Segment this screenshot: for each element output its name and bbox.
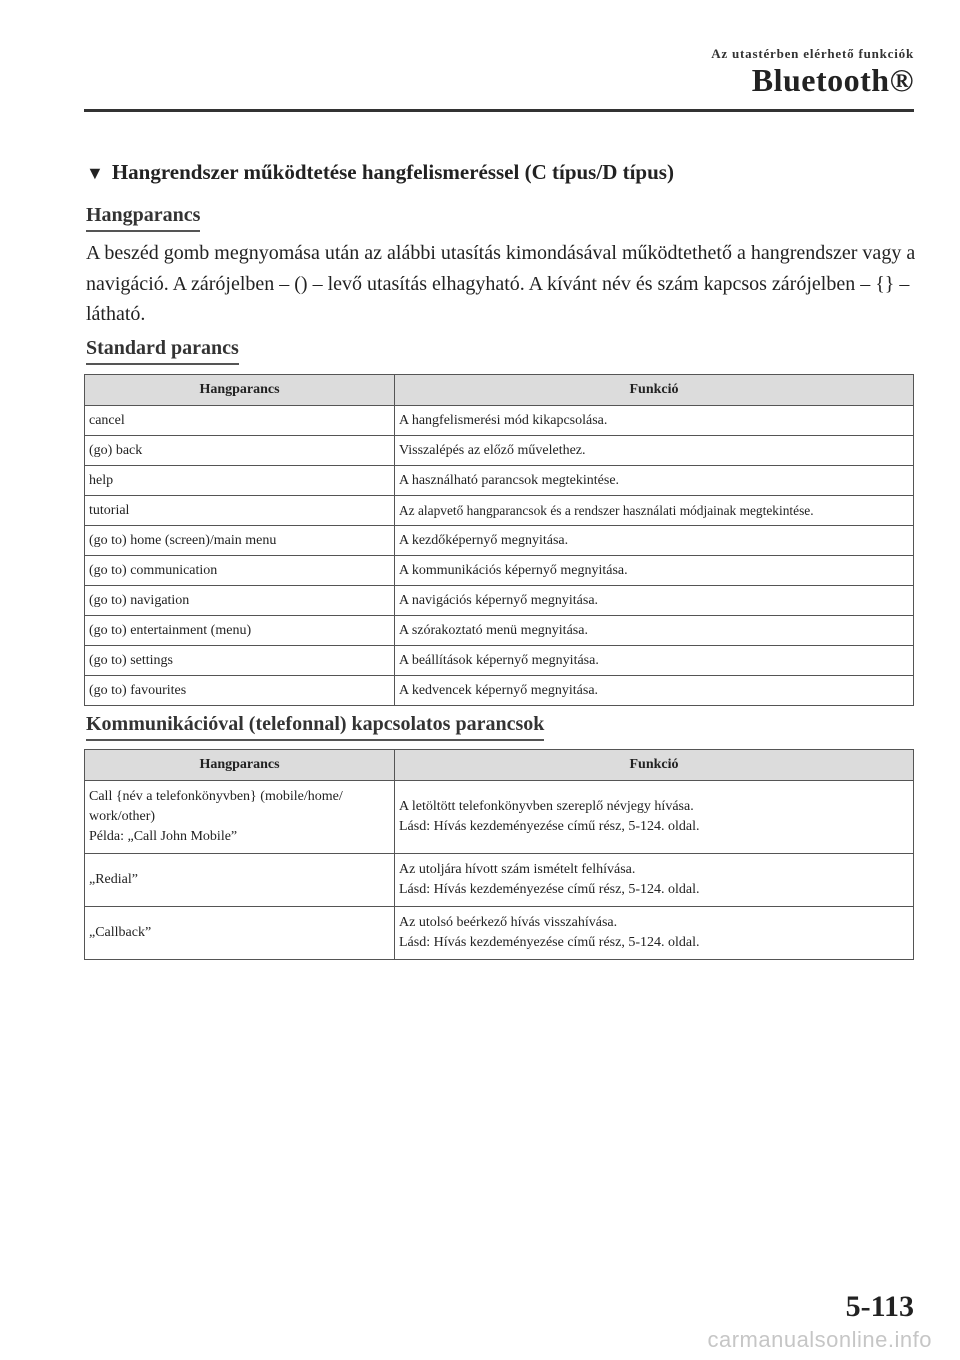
function-cell: A szórakoztató menü megnyitása. — [395, 616, 914, 646]
intro-paragraph: A beszéd gomb megnyomása után az alábbi utasítás kimondásával működtethető a hangrendszer vagy a navigáció. A zárójelben – () – levő utasítás elhagyható. A kívánt név és szám kapcsos zárójelben – {} – látható. — [86, 242, 916, 325]
function-line: Lásd: Hívás kezdeményezése című rész, 5-124. oldal. — [399, 935, 700, 950]
table-row — [85, 526, 914, 556]
function-cell: A navigációs képernyő megnyitása. — [395, 586, 914, 616]
command-cell: cancel — [85, 406, 395, 436]
function-cell: A kezdőképernyő megnyitása. — [395, 526, 914, 556]
function-cell: A kedvencek képernyő megnyitása. — [395, 676, 914, 706]
table-row — [85, 616, 914, 646]
voice-command-heading: Hangparancs — [86, 204, 200, 232]
table-row — [85, 646, 914, 676]
command-line: „Redial” — [89, 872, 138, 887]
function-line: Lásd: Hívás kezdeményezése című rész, 5-124. oldal. — [399, 819, 700, 834]
function-line: Az utoljára hívott szám ismételt felhívása. — [399, 862, 636, 877]
watermark: carmanualsonline.info — [707, 1327, 932, 1352]
command-cell — [85, 854, 395, 907]
standard-commands-table — [84, 374, 914, 706]
column-header: Funkció — [395, 750, 914, 781]
command-cell: (go to) home (screen)/main menu — [85, 526, 395, 556]
command-cell — [85, 907, 395, 960]
command-cell: (go to) settings — [85, 646, 395, 676]
command-line: Call {név a telefonkönyvben} (mobile/home/ — [89, 789, 343, 804]
function-cell: A kommunikációs képernyő megnyitása. — [395, 556, 914, 586]
header-divider — [84, 109, 914, 112]
triangle-marker-icon: ▼ — [86, 163, 104, 183]
communication-commands-heading: Kommunikációval (telefonnal) kapcsolatos parancsok — [86, 713, 544, 741]
section-title: Hangrendszer működtetése hangfelismeréssel (C típus/D típus) — [111, 160, 674, 184]
chapter-subtitle: Az utastérben elérhető funkciók — [711, 46, 914, 61]
column-header: Funkció — [395, 375, 914, 406]
command-cell: (go) back — [85, 436, 395, 466]
table-row — [85, 854, 914, 907]
table-row — [85, 907, 914, 960]
command-line: Példa: „Call John Mobile” — [89, 829, 238, 844]
table-row — [85, 496, 914, 526]
table-row — [85, 586, 914, 616]
function-line: Az utolsó beérkező hívás visszahívása. — [399, 915, 618, 930]
command-cell: tutorial — [85, 496, 395, 526]
function-line: Lásd: Hívás kezdeményezése című rész, 5-124. oldal. — [399, 882, 700, 897]
column-header: Hangparancs — [85, 375, 395, 406]
standard-commands-heading: Standard parancs — [86, 337, 239, 365]
command-cell: (go to) communication — [85, 556, 395, 586]
table-row — [85, 556, 914, 586]
function-cell: A hangfelismerési mód kikapcsolása. — [395, 406, 914, 436]
chapter-title: Bluetooth® — [751, 62, 914, 98]
function-line: A letöltött telefonkönyvben szereplő névjegy hívása. — [399, 799, 694, 814]
command-cell: help — [85, 466, 395, 496]
function-cell: Visszalépés az előző művelethez. — [395, 436, 914, 466]
column-header: Hangparancs — [85, 750, 395, 781]
command-line: work/other) — [89, 809, 156, 824]
function-cell — [395, 854, 914, 907]
function-cell — [395, 781, 914, 854]
table-header-row — [85, 750, 914, 781]
table-row — [85, 436, 914, 466]
page-number: 5-113 — [845, 1290, 914, 1323]
table-row — [85, 466, 914, 496]
command-cell: (go to) navigation — [85, 586, 395, 616]
table-header-row — [85, 375, 914, 406]
function-cell: A beállítások képernyő megnyitása. — [395, 646, 914, 676]
function-cell: A használható parancsok megtekintése. — [395, 466, 914, 496]
table-row — [85, 676, 914, 706]
command-line: „Callback” — [89, 925, 152, 940]
command-cell: (go to) favourites — [85, 676, 395, 706]
function-cell — [395, 907, 914, 960]
communication-commands-table — [84, 749, 914, 960]
command-cell: (go to) entertainment (menu) — [85, 616, 395, 646]
table-row — [85, 781, 914, 854]
table-row — [85, 406, 914, 436]
function-cell: Az alapvető hangparancsok és a rendszer használati módjainak megtekintése. — [395, 496, 914, 526]
section-heading — [86, 160, 674, 185]
command-cell — [85, 781, 395, 854]
